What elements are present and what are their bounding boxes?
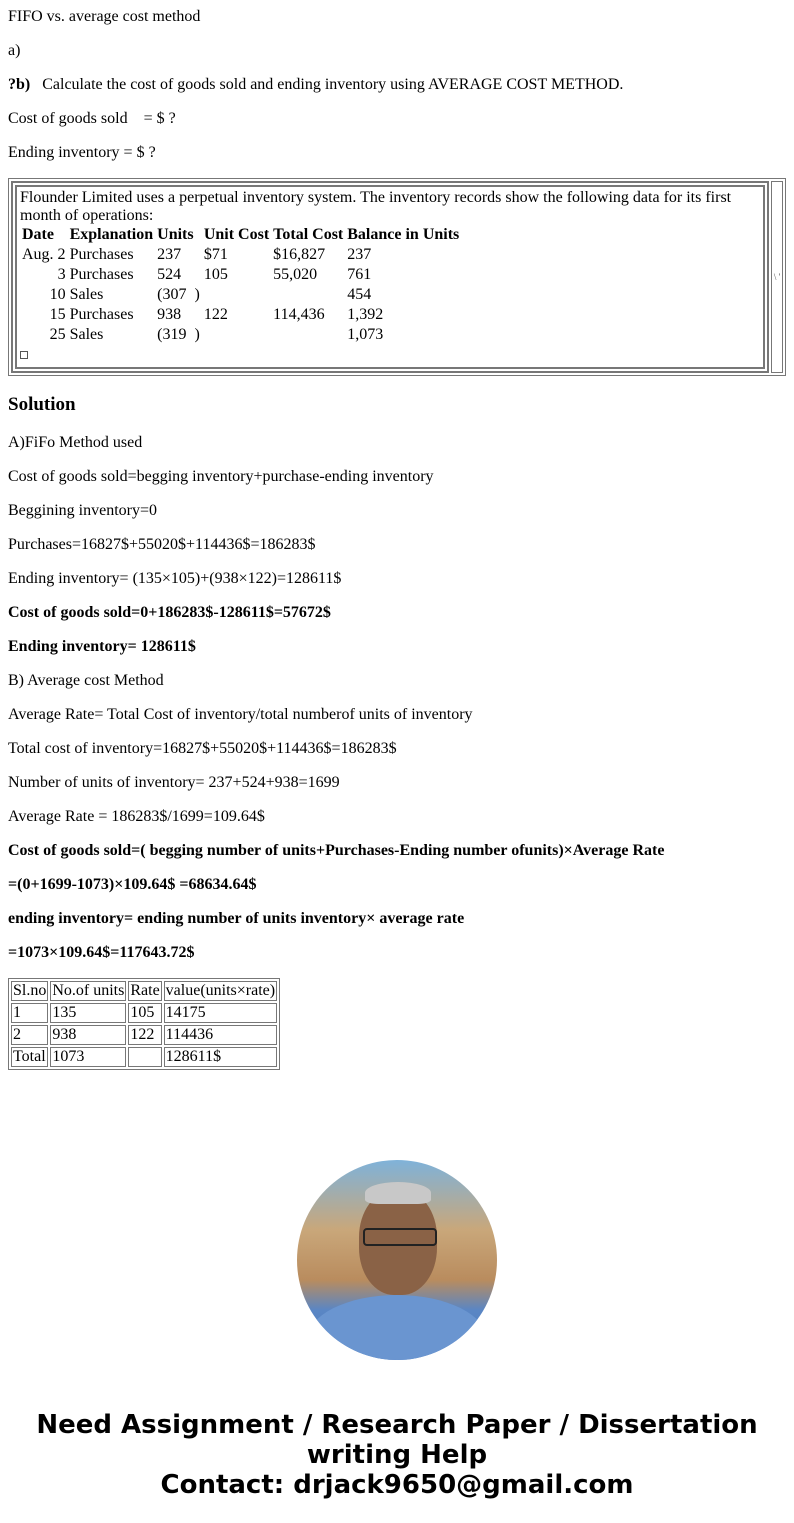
summary-cell: 1	[11, 1003, 48, 1023]
solution-line: =1073×109.64$=117643.72$	[8, 944, 195, 961]
inventory-cell: 454	[347, 286, 372, 303]
expand-icon[interactable]	[20, 351, 28, 359]
inventory-cell: Purchases	[69, 246, 134, 263]
summary-cell: 135	[50, 1003, 126, 1023]
summary-header: No.of units	[52, 982, 125, 999]
solution-line: Purchases=16827$+55020$+114436$=186283$	[8, 536, 316, 553]
inventory-cell: 761	[347, 266, 372, 283]
inventory-cell: Purchases	[69, 266, 134, 283]
solution-line: Cost of goods sold=0+186283$-128611$=57672$	[8, 604, 331, 621]
problem-intro: Flounder Limited uses a perpetual inventory system. The inventory records show the following data for its first month of operations:	[20, 189, 732, 224]
part-b-text: Calculate the cost of goods sold and ending inventory using AVERAGE COST METHOD.	[42, 76, 624, 93]
inventory-cell: 237	[157, 246, 182, 263]
inventory-cell: 1,073	[347, 326, 384, 343]
summary-cell: 1073	[50, 1047, 126, 1067]
inventory-cell: 10	[49, 286, 66, 303]
inventory-header: Unit Cost	[203, 226, 270, 243]
inventory-cell: 105	[203, 266, 228, 283]
inventory-cell: 524	[157, 266, 182, 283]
summary-cell: 122	[128, 1025, 161, 1045]
inventory-header: Date	[22, 226, 54, 243]
solution-line: Cost of goods sold=( begging number of units+Purchases-Ending number ofunits)×Average Rate	[8, 842, 665, 859]
footer	[8, 1410, 786, 1500]
solution-line: ending inventory= ending number of units inventory× average rate	[8, 910, 465, 927]
inventory-cell: (319 )	[157, 326, 200, 343]
summary-cell: 14175	[164, 1003, 277, 1023]
inventory-cell: 122	[203, 306, 228, 323]
inventory-header: Balance in Units	[347, 226, 460, 243]
summary-row	[11, 1047, 277, 1067]
summary-header: Rate	[130, 982, 160, 999]
inventory-cell: Aug. 2	[22, 246, 66, 263]
solution-line: Beggining inventory=0	[8, 502, 158, 519]
part-b-label: ?b)	[8, 76, 31, 93]
ending-question: Ending inventory = $ ?	[8, 144, 156, 161]
solution-line: Cost of goods sold=begging inventory+purchase-ending inventory	[8, 468, 434, 485]
inventory-header: Total Cost	[273, 226, 344, 243]
solution-line: Ending inventory= 128611$	[8, 638, 196, 655]
fifo-summary-table	[8, 978, 280, 1070]
inventory-header: Units	[157, 226, 194, 243]
problem-table-frame	[8, 178, 786, 376]
inventory-row	[20, 285, 461, 305]
solution-heading: Solution	[8, 394, 76, 415]
author-avatar	[297, 1160, 497, 1360]
part-a: a)	[8, 42, 21, 59]
inventory-cell	[271, 285, 345, 305]
cogs-question: Cost of goods sold = $ ?	[8, 110, 176, 127]
inventory-row	[20, 325, 461, 345]
solution-line: B) Average cost Method	[8, 672, 164, 689]
inventory-cell: $71	[203, 246, 228, 263]
side-mark: \ '	[771, 181, 783, 373]
summary-cell: 105	[128, 1003, 161, 1023]
question-title: FIFO vs. average cost method	[8, 8, 201, 25]
summary-cell: 938	[50, 1025, 126, 1045]
solution-line: Ending inventory= (135×105)+(938×122)=128611$	[8, 570, 342, 587]
summary-cell: Total	[11, 1047, 48, 1067]
summary-row	[11, 1003, 277, 1023]
inventory-cell	[202, 325, 271, 345]
summary-row	[11, 1025, 277, 1045]
inventory-row	[20, 305, 461, 325]
inventory-cell	[271, 325, 345, 345]
solution-line: Number of units of inventory= 237+524+938=1699	[8, 774, 340, 791]
footer-help-text: Need Assignment / Research Paper / Dissertation writing Help	[36, 1410, 758, 1470]
summary-cell: 114436	[164, 1025, 277, 1045]
inventory-row	[20, 245, 461, 265]
problem-box	[16, 186, 764, 368]
inventory-row	[20, 265, 461, 285]
inventory-cell: Sales	[69, 326, 104, 343]
inventory-cell: 938	[157, 306, 182, 323]
footer-contact: Contact: drjack9650@gmail.com	[160, 1470, 634, 1500]
solution-line: Total cost of inventory=16827$+55020$+114436$=186283$	[8, 740, 397, 757]
inventory-cell: 237	[347, 246, 372, 263]
summary-cell: 2	[11, 1025, 48, 1045]
inventory-cell: Purchases	[69, 306, 134, 323]
summary-header: Sl.no	[13, 982, 47, 999]
solution-line: =(0+1699-1073)×109.64$ =68634.64$	[8, 876, 257, 893]
summary-header: value(units×rate)	[165, 982, 276, 999]
solution-line: A)FiFo Method used	[8, 434, 143, 451]
inventory-header: Explanation	[69, 226, 154, 243]
inventory-cell: 55,020	[273, 266, 318, 283]
inventory-cell: (307 )	[157, 286, 200, 303]
solution-line: Average Rate= Total Cost of inventory/total numberof units of inventory	[8, 706, 473, 723]
inventory-cell: $16,827	[273, 246, 326, 263]
inventory-cell: 3	[57, 266, 66, 283]
inventory-cell: 15	[49, 306, 66, 323]
summary-cell	[128, 1047, 161, 1067]
summary-cell: 128611$	[164, 1047, 277, 1067]
inventory-cell	[202, 285, 271, 305]
inventory-table	[20, 225, 461, 345]
solution-line: Average Rate = 186283$/1699=109.64$	[8, 808, 265, 825]
inventory-cell: 1,392	[347, 306, 384, 323]
inventory-cell: 25	[49, 326, 66, 343]
inventory-cell: Sales	[69, 286, 104, 303]
inventory-cell: 114,436	[273, 306, 325, 323]
part-b	[8, 76, 786, 94]
